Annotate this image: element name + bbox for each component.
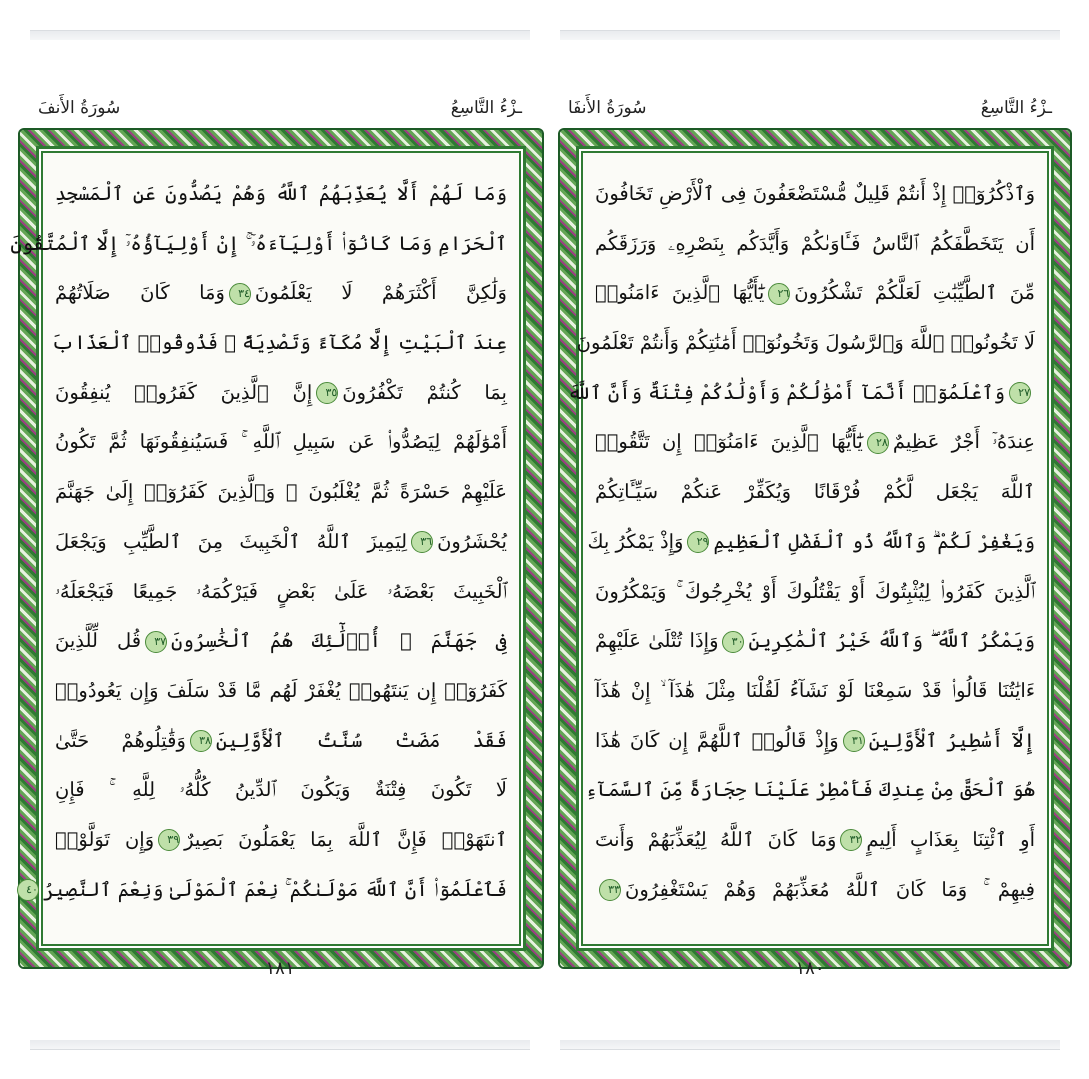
verse-line <box>595 865 1035 915</box>
verse-line <box>576 318 1035 368</box>
verse-line <box>595 417 1035 467</box>
verse-text: يُحْشَرُونَ <box>437 529 507 553</box>
ayah-number-marker: ٢٦ <box>768 283 790 305</box>
juz-header: ـزْءُ التَّاسِعُ <box>980 98 1052 118</box>
verse-text: وَلَٰكِنَّ أَكْثَرَهُمْ لَا يَعْلَمُونَ <box>254 281 507 305</box>
verse-text: يَٰٓأَيُّهَا ٱلَّذِينَ ءَامَنُوا۟ <box>595 281 765 305</box>
verse-line <box>595 815 1035 865</box>
verse-line <box>595 268 1035 318</box>
verse-text: فِى جَهَنَّمَ ۚ أُو۟لَٰٓئِكَ هُمُ ٱلْخَٰسِرُونَ <box>171 629 507 653</box>
verse-line <box>55 268 507 318</box>
verse-line <box>55 666 507 716</box>
surah-header: سُورَةُ الأَنفَ <box>38 98 121 118</box>
verse-text: يَٰٓأَيُّهَا ٱلَّذِينَ ءَامَنُوٓا۟ إِن تَتَّقُوا۟ <box>595 430 863 454</box>
verse-text: أَمْوَٰلَهُمْ لِيَصُدُّوا۟ عَن سَبِيلِ ٱللَّهِ ۚ فَسَيُنفِقُونَهَا ثُمَّ تَكُونُ <box>55 430 507 454</box>
verse-text: لِيَمِيزَ ٱللَّهُ ٱلْخَبِيثَ مِنَ ٱلطَّيِّبِ وَيَجْعَلَ <box>55 529 408 553</box>
verse-text: مِّنَ ٱلطَّيِّبَٰتِ لَعَلَّكُمْ تَشْكُرُونَ <box>794 281 1035 305</box>
verse-text: وَمَا لَهُمْ أَلَّا يُعَذِّبَهُمُ ٱللَّهُ وَهُمْ يَصُدُّونَ عَنِ ٱلْمَسْجِدِ <box>55 182 507 205</box>
page-bottom-edge <box>30 1040 530 1050</box>
verse-text: عِندَ ٱلْبَيْتِ إِلَّا مُكَآءً وَتَصْدِيَةً ۚ فَذُوقُوا۟ ٱلْعَذَابَ <box>51 331 507 355</box>
verse-line <box>595 666 1035 716</box>
mushaf-page-181 <box>10 30 530 1050</box>
verse-line <box>55 517 507 567</box>
verse-line <box>10 219 507 269</box>
verse-text: قُل لِّلَّذِينَ <box>55 629 142 653</box>
verse-text: كَفَرُوٓا۟ إِن يَنتَهُوا۟ يُغْفَرْ لَهُم مَّا قَدْ سَلَفَ وَإِن يَعُودُوا۟ <box>55 678 507 702</box>
page-top-edge <box>30 30 530 40</box>
verse-text: ٱللَّهَ يَجْعَل لَّكُمْ فُرْقَانًا وَيُكَفِّرْ عَنكُمْ سَيِّـَٔاتِكُمْ <box>595 480 1035 504</box>
verse-text: ٱلْحَرَامِ وَمَا كَانُوٓا۟ أَوْلِيَآءَهُۥٓ ۚ إِنْ أَوْلِيَآؤُهُۥٓ إِلَّا ٱلْمُتَّقُونَ <box>10 231 507 255</box>
ayah-number-marker: ٢٩ <box>687 531 709 553</box>
verse-text: هُوَ ٱلْحَقَّ مِنْ عِندِكَ فَأَمْطِرْ عَلَيْنَا حِجَارَةً مِّنَ ٱلسَّمَآءِ <box>585 778 1035 802</box>
ayah-number-marker: ٣٨ <box>190 730 212 752</box>
verse-text: وَإِذْ قَالُوا۟ ٱللَّهُمَّ إِن كَانَ هَٰذَا <box>595 728 839 752</box>
verse-text: وَٱذْكُرُوٓا۟ إِذْ أَنتُمْ قَلِيلٌ مُّسْتَضْعَفُونَ فِى ٱلْأَرْضِ تَخَافُونَ <box>595 182 1035 205</box>
ayah-number-marker: ٣٤ <box>229 283 251 305</box>
verse-line <box>55 765 507 815</box>
verse-text: ءَايَٰتُنَا قَالُوا۟ قَدْ سَمِعْنَا لَوْ نَشَآءُ لَقُلْنَا مِثْلَ هَٰذَآ ۙ إِنْ هَٰذَآ <box>595 678 1035 702</box>
verse-text: وَٱعْلَمُوٓا۟ أَنَّمَآ أَمْوَٰلُكُمْ وَأَوْلَٰدُكُمْ فِتْنَةٌ وَأَنَّ ٱللَّهَ <box>567 380 1005 404</box>
verse-text: ٱنتَهَوْا۟ فَإِنَّ ٱللَّهَ بِمَا يَعْمَلُونَ بَصِيرٌ <box>184 827 507 851</box>
verse-line <box>55 169 507 219</box>
verse-line <box>595 716 1035 766</box>
ayah-number-marker: ٣٧ <box>145 631 167 653</box>
ayah-number-marker: ٣٥ <box>316 382 338 404</box>
verse-text: عَلَيْهِمْ حَسْرَةً ثُمَّ يُغْلَبُونَ ۗ وَٱلَّذِينَ كَفَرُوٓا۟ إِلَىٰ جَهَنَّمَ <box>55 480 507 504</box>
ayah-number-marker: ٣٦ <box>411 531 433 553</box>
ayah-number-marker: ٢٧ <box>1009 382 1031 404</box>
verse-text: وَإِن تَوَلَّوْا۟ <box>55 827 155 851</box>
verse-text: ٱلْخَبِيثَ بَعْضَهُۥ عَلَىٰ بَعْضٍ فَيَرْكُمَهُۥ جَمِيعًا فَيَجْعَلَهُۥ <box>55 579 507 603</box>
verse-text: فَقَدْ مَضَتْ سُنَّتُ ٱلْأَوَّلِينَ <box>215 728 507 752</box>
verse-line <box>595 567 1035 617</box>
verse-line <box>55 567 507 617</box>
running-header <box>30 88 530 124</box>
ayah-number-marker: ٢٨ <box>867 432 889 454</box>
verse-text: عِندَهُۥٓ أَجْرٌ عَظِيمٌ <box>892 430 1035 454</box>
verse-line <box>51 318 507 368</box>
verse-line <box>595 616 1035 666</box>
verse-line <box>567 368 1035 418</box>
page-number: ١٨١ <box>265 958 295 979</box>
verse-text: أَن يَتَخَطَّفَكُمُ ٱلنَّاسُ فَـَٔاوَىٰكُمْ وَأَيَّدَكُم بِنَصْرِهِۦ وَرَزَقَكُم <box>595 231 1035 255</box>
verse-line <box>595 467 1035 517</box>
ayah-number-marker: ٣١ <box>843 730 865 752</box>
verse-text: وَقَٰتِلُوهُمْ حَتَّىٰ <box>55 728 186 752</box>
verse-text: إِلَّآ أَسَٰطِيرُ ٱلْأَوَّلِينَ <box>868 728 1036 752</box>
verse-text: وَيَمْكُرُ ٱللَّهُ ۖ وَٱللَّهُ خَيْرُ ٱلْمَٰكِرِينَ <box>748 629 1035 653</box>
ornamental-border <box>10 130 542 967</box>
verse-text: وَمَا كَانَ صَلَاتُهُمْ <box>55 281 225 305</box>
verse-line <box>595 219 1035 269</box>
page-top-edge <box>560 30 1060 40</box>
verse-text: أَوِ ٱئْتِنَا بِعَذَابٍ أَلِيمٍ <box>866 827 1035 851</box>
text-block <box>567 146 1054 951</box>
verse-line <box>595 169 1035 219</box>
running-header <box>560 88 1060 124</box>
verse-text: إِنَّ ٱلَّذِينَ كَفَرُوا۟ يُنفِقُونَ <box>55 380 313 404</box>
ornamental-border <box>560 130 1070 967</box>
verse-text: فَٱعْلَمُوٓا۟ أَنَّ ٱللَّهَ مَوْلَىٰكُمْ ۚ نِعْمَ ٱلْمَوْلَىٰ وَنِعْمَ ٱلنَّصِيرُ <box>42 877 507 901</box>
verse-line <box>55 815 507 865</box>
page-bottom-edge <box>560 1040 1060 1050</box>
verse-text: ٱلَّذِينَ كَفَرُوا۟ لِيُثْبِتُوكَ أَوْ يَقْتُلُوكَ أَوْ يُخْرِجُوكَ ۚ وَيَمْكُرُونَ <box>595 579 1035 603</box>
verse-text: بِمَا كُنتُمْ تَكْفُرُونَ <box>342 380 507 404</box>
verse-line <box>585 765 1035 815</box>
verse-line <box>55 616 507 666</box>
verse-text: فِيهِمْ ۚ وَمَا كَانَ ٱللَّهُ مُعَذِّبَهُمْ وَهُمْ يَسْتَغْفِرُونَ <box>625 877 1035 901</box>
verse-text: وَإِذْ يَمْكُرُ بِكَ <box>587 529 684 553</box>
verse-text: وَيَغْفِرْ لَكُمْ ۗ وَٱللَّهُ ذُو ٱلْفَضْلِ ٱلْعَظِيمِ <box>713 529 1035 553</box>
verse-line <box>55 368 507 418</box>
ayah-number-marker: ٣٩ <box>158 829 180 851</box>
verse-text: لَا تَخُونُوا۟ ٱللَّهَ وَٱلرَّسُولَ وَتَخُونُوٓا۟ أَمَٰنَٰتِكُمْ وَأَنتُمْ تَعْلَمُونَ <box>576 331 1035 355</box>
ayah-number-marker: ٣٠ <box>722 631 744 653</box>
ayah-number-marker: ٣٣ <box>599 879 621 901</box>
mushaf-page-180 <box>560 30 1060 1050</box>
ayah-number-marker: ٤٠ <box>17 879 39 901</box>
juz-header: ـزْءُ التَّاسِعُ <box>450 98 522 118</box>
surah-header: سُورَةُ الأَنفَا <box>568 98 647 118</box>
text-block <box>10 146 526 951</box>
verse-text: وَإِذَا تُتْلَىٰ عَلَيْهِمْ <box>595 629 719 653</box>
verse-line <box>55 417 507 467</box>
ayah-number-marker: ٣٢ <box>840 829 862 851</box>
verse-line <box>587 517 1035 567</box>
verse-line <box>26 865 507 915</box>
verse-text: وَمَا كَانَ ٱللَّهُ لِيُعَذِّبَهُمْ وَأَنتَ <box>595 827 837 851</box>
page-number: ١٨٠ <box>795 958 825 979</box>
verse-text: لَا تَكُونَ فِتْنَةٌ وَيَكُونَ ٱلدِّينُ كُلُّهُۥ لِلَّهِ ۚ فَإِنِ <box>55 778 507 802</box>
verse-line <box>55 467 507 517</box>
verse-line <box>55 716 507 766</box>
